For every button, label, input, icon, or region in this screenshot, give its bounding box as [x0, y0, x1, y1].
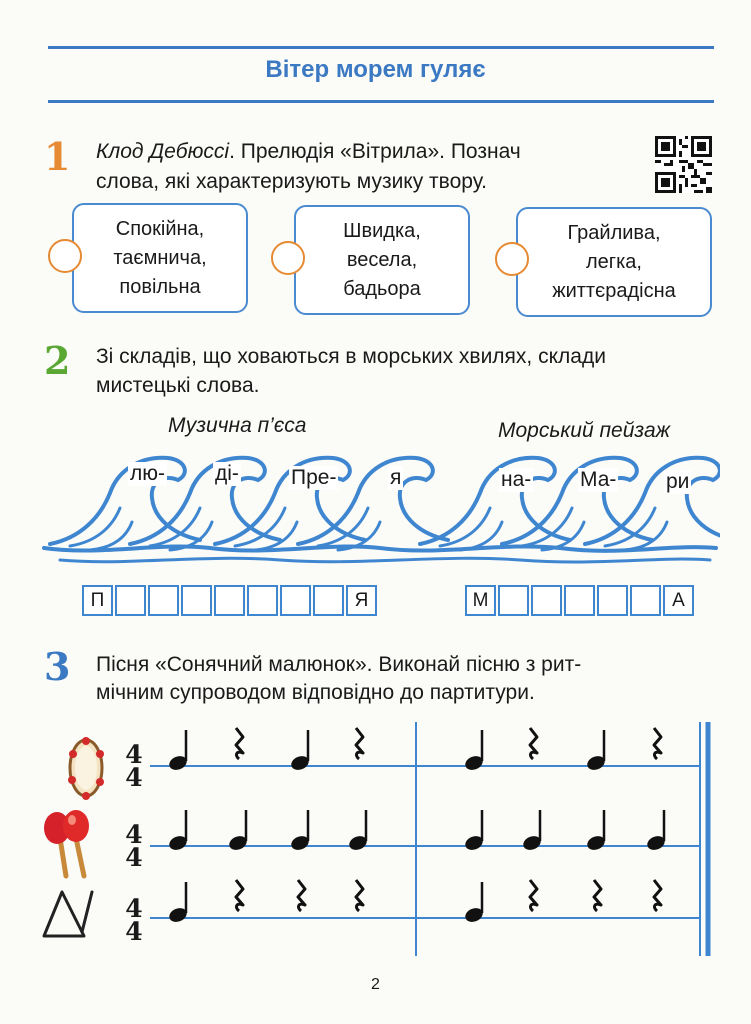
option-checkbox-fast[interactable] — [271, 241, 305, 275]
quarter-rest — [530, 728, 537, 759]
option-line: життєрадісна — [552, 279, 676, 302]
task2-text-line2: мистецькі слова. — [96, 374, 260, 397]
grid-cell[interactable]: П — [82, 585, 113, 616]
rhythm-score — [0, 720, 751, 960]
left-label: Музична п’єса — [168, 414, 307, 437]
syllable-right-3: ри — [666, 470, 690, 493]
task3-text-line2: мічним супроводом відповідно до партитури. — [96, 681, 535, 704]
grid-cell[interactable] — [148, 585, 179, 616]
grid-cell[interactable] — [214, 585, 245, 616]
grid-cell[interactable] — [313, 585, 344, 616]
task-number-3: 3 — [44, 644, 71, 689]
task-number-1: 1 — [44, 134, 71, 179]
quarter-rest — [356, 728, 363, 759]
quarter-rest — [236, 728, 243, 759]
grid-cell[interactable] — [498, 585, 529, 616]
quarter-rest — [236, 880, 243, 911]
syllable-left-4: я — [390, 466, 402, 489]
task1-text-rest: . Прелюдія «Вітрила». Познач — [229, 140, 521, 163]
syllable-left-2: ді- — [215, 462, 239, 485]
grid-cell[interactable] — [181, 585, 212, 616]
quarter-rest — [298, 880, 305, 911]
title-underline — [48, 100, 714, 103]
option-line: таємнича, — [113, 246, 207, 269]
time-sig-bottom: 4 — [125, 763, 143, 792]
quarter-rest — [530, 880, 537, 911]
option-line: бадьора — [343, 277, 421, 300]
task1-text-line2: слова, які характеризують музику твору. — [96, 170, 487, 193]
grid-cell[interactable] — [247, 585, 278, 616]
task3-text-line1: Пісня «Сонячний малюнок». Виконай пісню з рит- — [96, 653, 582, 676]
quarter-rest — [654, 880, 661, 911]
option-line: Грайлива, — [567, 221, 661, 244]
grid-cell[interactable] — [531, 585, 562, 616]
task-number-2: 2 — [44, 338, 71, 383]
syllable-right-2: Ма- — [580, 468, 617, 491]
quarter-rest — [356, 880, 363, 911]
task1-text-line1 — [96, 137, 521, 167]
grid-cell[interactable] — [115, 585, 146, 616]
syllable-left-1: лю- — [130, 462, 165, 485]
quarter-rest — [594, 880, 601, 911]
grid-cell[interactable] — [280, 585, 311, 616]
option-checkbox-playful[interactable] — [495, 242, 529, 276]
grid-cell[interactable] — [564, 585, 595, 616]
time-sig-top: 4 — [125, 894, 143, 923]
time-sig-top: 4 — [125, 740, 143, 769]
time-sig-bottom: 4 — [125, 917, 143, 946]
grid-cell[interactable]: М — [465, 585, 496, 616]
option-checkbox-calm[interactable] — [48, 239, 82, 273]
syllable-left-3: Пре- — [291, 466, 337, 489]
task2-text-line1: Зі складів, що ховаються в морських хвилях, склади — [96, 345, 606, 368]
option-line: весела, — [346, 248, 418, 271]
option-calm — [72, 203, 248, 313]
option-line: Спокійна, — [115, 217, 205, 240]
grid-cell[interactable] — [630, 585, 661, 616]
time-sig-top: 4 — [125, 820, 143, 849]
option-playful — [516, 207, 712, 317]
right-label: Морський пейзаж — [498, 419, 671, 442]
option-fast — [294, 205, 470, 315]
option-line: легка, — [586, 250, 642, 273]
page-number: 2 — [371, 976, 380, 993]
qr-code-icon — [655, 136, 712, 193]
time-sig-bottom: 4 — [125, 843, 143, 872]
grid-cell[interactable]: Я — [346, 585, 377, 616]
top-rule — [48, 46, 714, 49]
option-line: повільна — [119, 275, 201, 298]
syllable-right-1: на- — [501, 468, 532, 491]
page-title: Вітер морем гуляє — [265, 56, 486, 83]
grid-cell[interactable]: А — [663, 585, 694, 616]
grid-cell[interactable] — [597, 585, 628, 616]
composer-name: Клод Дебюссі — [96, 140, 230, 163]
option-line: Швидка, — [343, 219, 421, 242]
quarter-rest — [654, 728, 661, 759]
